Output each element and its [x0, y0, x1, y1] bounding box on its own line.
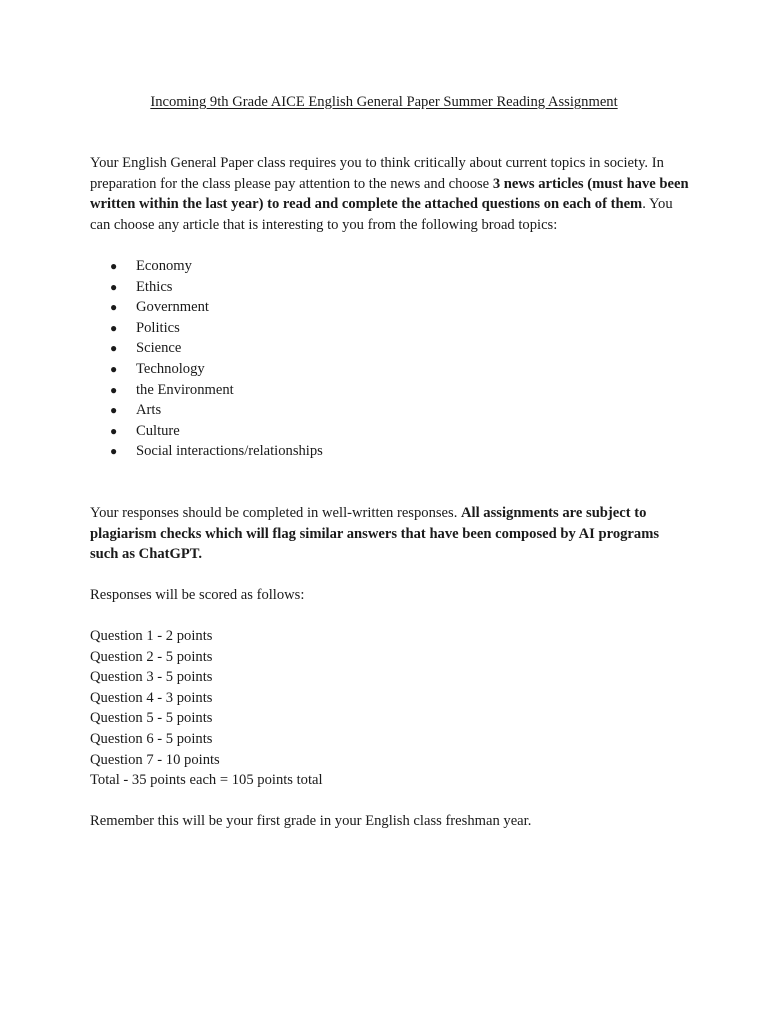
list-item	[90, 380, 323, 401]
reminder-text: Remember this will be your first grade in your English class freshman year.	[90, 813, 532, 829]
scores-list	[90, 626, 323, 791]
list-item	[90, 277, 323, 298]
responses-text: Your responses should be completed in well-written responses.	[90, 505, 462, 521]
bullet-icon: ●	[110, 259, 118, 273]
topic-label: Economy	[136, 258, 192, 274]
bullet-icon: ●	[110, 341, 118, 356]
topic-label: Government	[136, 299, 209, 316]
score-item: Question 6 - 5 points	[90, 730, 213, 747]
list-item	[90, 359, 323, 380]
list-item	[90, 256, 323, 277]
score-item: Question 1 - 2 points	[90, 628, 213, 644]
list-item	[90, 421, 323, 442]
list-item	[90, 400, 323, 421]
responses-paragraph	[90, 503, 690, 565]
bullet-icon: ●	[110, 444, 118, 459]
intro-text: Your English General Paper class requires you to think critically about current topics in society. In preparation for the class please pay attention to the news and choose	[90, 155, 664, 192]
plagiarism-warning: All assignments are subject to plagiarism checks which will flag similar answers that have been composed by AI programs such as ChatGPT.	[90, 505, 660, 563]
score-item: Question 3 - 5 points	[90, 669, 213, 686]
list-item	[90, 441, 323, 462]
scoring-intro: Responses will be scored as follows:	[90, 587, 305, 603]
topic-label: Culture	[136, 422, 180, 439]
bullet-icon: ●	[110, 403, 118, 418]
topic-label: the Environment	[136, 381, 234, 398]
bullet-icon: ●	[110, 361, 118, 376]
topic-label: Arts	[136, 402, 162, 419]
list-item	[90, 318, 323, 339]
list-item	[90, 297, 323, 318]
document-title: Incoming 9th Grade AICE English General Paper Summer Reading Assignment	[150, 94, 618, 110]
bullet-icon: ●	[110, 423, 118, 438]
score-item: Question 5 - 5 points	[90, 710, 213, 727]
bullet-icon: ●	[110, 300, 118, 315]
score-item: Question 7 - 10 points	[90, 751, 220, 768]
bullet-icon: ●	[110, 320, 118, 335]
score-item: Question 2 - 5 points	[90, 648, 213, 665]
bullet-icon: ●	[110, 279, 118, 294]
topics-list	[90, 256, 323, 462]
topic-label: Social interactions/relationships	[136, 443, 323, 460]
list-item	[90, 338, 323, 359]
intro-paragraph	[90, 153, 690, 235]
topic-label: Ethics	[136, 278, 173, 295]
topic-label: Technology	[136, 360, 205, 377]
bullet-icon: ●	[110, 382, 118, 397]
score-total: Total - 35 points each = 105 points total	[90, 772, 323, 789]
intro-emphasis: 3 news articles (must have been written within the last year) to read and complete the attached questions on each of them	[90, 175, 689, 213]
topic-label: Science	[136, 340, 182, 357]
score-item: Question 4 - 3 points	[90, 689, 213, 706]
topic-label: Politics	[136, 319, 180, 336]
intro-text-end: . You can choose any article that is interesting to you from the following broad topics:	[90, 196, 673, 233]
